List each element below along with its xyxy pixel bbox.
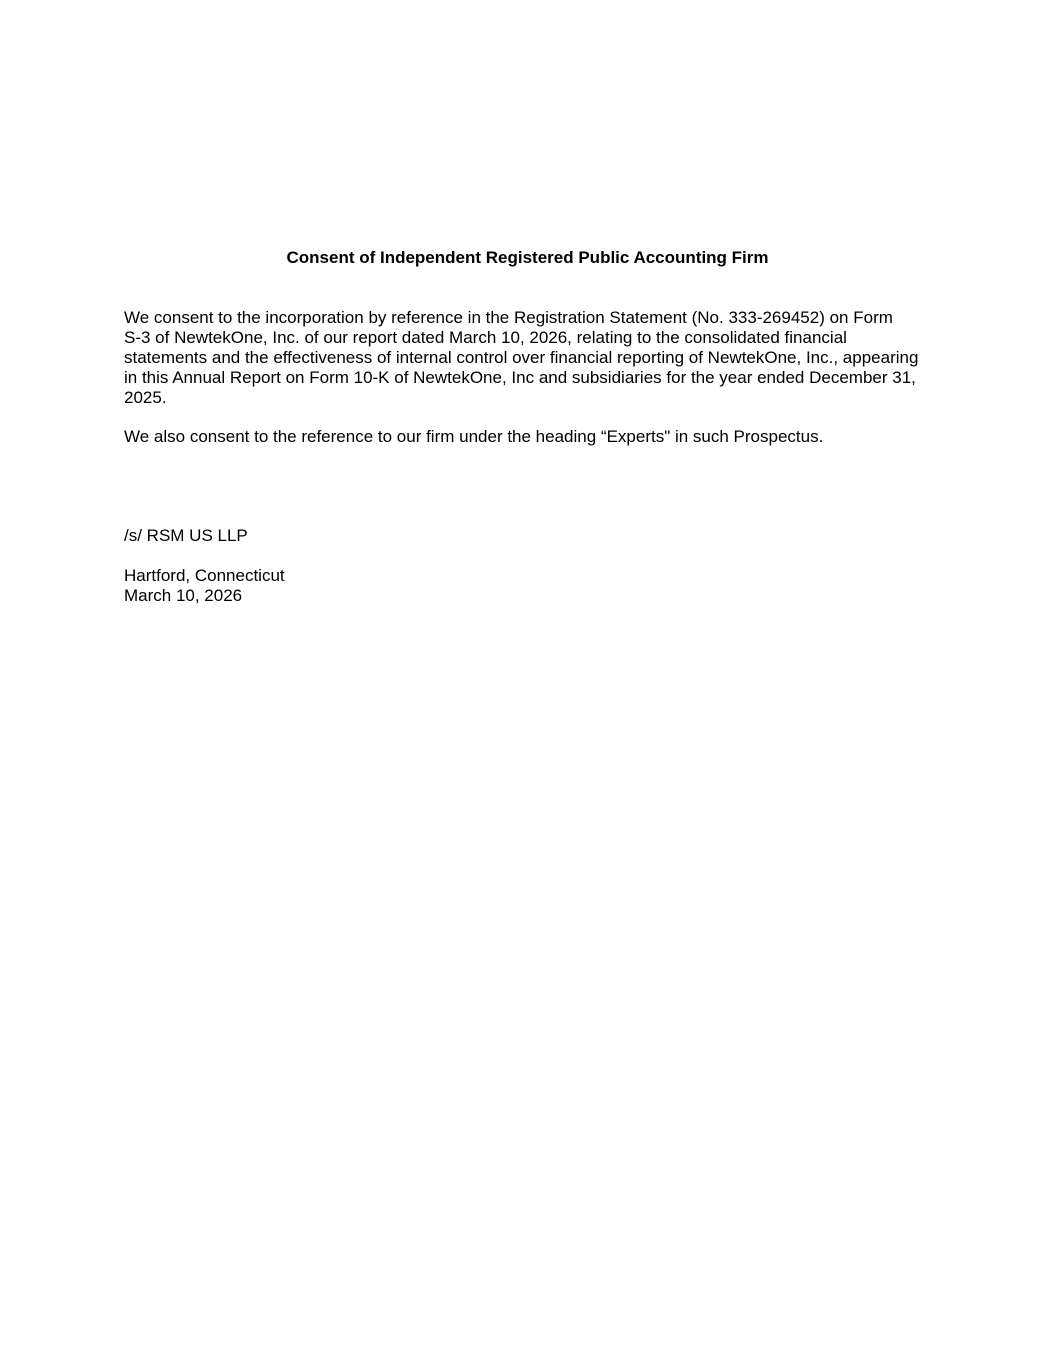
signature-location-date: [124, 566, 285, 606]
firm-signature: [124, 526, 248, 546]
paragraph-line: in this Annual Report on Form 10-K of NewtekOne, Inc and subsidiaries for the year ended December 31,: [124, 368, 916, 387]
consent-paragraph: [124, 308, 918, 408]
signature-text: /s/ RSM US LLP: [124, 526, 248, 545]
date-text: March 10, 2026: [124, 586, 243, 605]
experts-consent-paragraph: [124, 427, 823, 447]
paragraph-line: statements and the effectiveness of internal control over financial reporting of NewtekOne, Inc., appearing: [124, 348, 919, 367]
paragraph-line: S-3 of NewtekOne, Inc. of our report dated March 10, 2026, relating to the consolidated financial: [124, 328, 847, 347]
paragraph-line: 2025.: [124, 388, 167, 407]
paragraph-line: We also consent to the reference to our firm under the heading “Experts" in such Prospectus.: [124, 427, 824, 446]
city-text: Hartford, Connecticut: [124, 566, 285, 585]
document-title: Consent of Independent Registered Public Accounting Firm: [286, 248, 769, 267]
paragraph-line: We consent to the incorporation by reference in the Registration Statement (No. 333-269452) on Form: [124, 308, 893, 327]
